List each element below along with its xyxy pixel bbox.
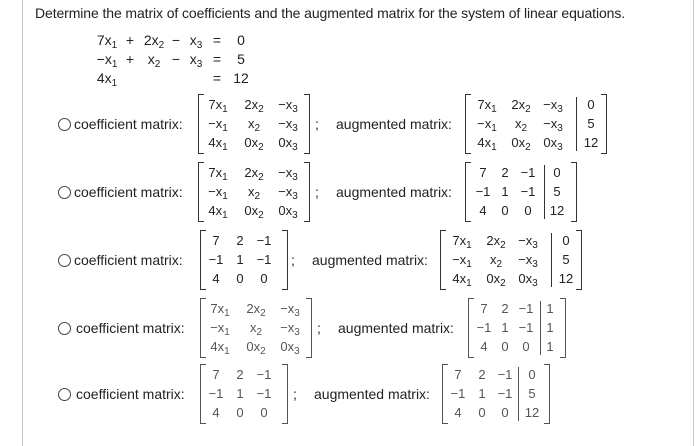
matrix-entry: $0x_3$: [543, 135, 563, 153]
matrix-entry: 0: [562, 233, 570, 248]
matrix-entry: $2x_2$: [246, 301, 266, 319]
matrix-entry: $0x_3$: [518, 271, 538, 289]
right-bracket: [304, 94, 310, 154]
matrix-entry: 5: [528, 386, 536, 401]
augmented-separator-line: [544, 165, 545, 219]
matrix-entry: $-x_1$: [208, 116, 228, 134]
matrix-entry: $2x_2$: [486, 233, 506, 251]
equation-term: $4x_1$: [96, 70, 118, 89]
matrix-entry: $-x_3$: [518, 252, 538, 270]
augmented-separator-line: [518, 367, 519, 421]
matrix-entry: 4: [480, 339, 488, 354]
equation-term: −: [171, 51, 181, 67]
equation-term: =: [212, 70, 222, 86]
matrix-entry: 0: [501, 339, 509, 354]
semicolon-separator: ;: [293, 386, 297, 402]
matrix-entry: $7x_1$: [210, 301, 230, 319]
matrix-entry: $2x_2$: [244, 165, 264, 183]
answer-option-b[interactable]: [0, 162, 700, 222]
matrix-entry: −1: [497, 367, 513, 382]
augmented-matrix: [468, 298, 566, 358]
matrix-entry: −1: [475, 184, 491, 199]
matrix-entry: 4: [454, 405, 462, 420]
matrix-entry: 12: [549, 203, 565, 218]
augmented-matrix-label: augmented matrix:: [314, 386, 430, 402]
matrix-entry: $0x_2$: [486, 271, 506, 289]
augmented-matrix: [442, 364, 550, 424]
matrix-entry: −1: [518, 320, 534, 335]
equation-term: =: [212, 51, 222, 67]
radio-button[interactable]: [58, 322, 71, 335]
radio-button[interactable]: [58, 186, 71, 199]
matrix-entry: 0: [522, 339, 530, 354]
equation-term: $x_2$: [147, 51, 161, 70]
equation-term: +: [125, 32, 135, 48]
answer-option-d[interactable]: [0, 298, 700, 358]
matrix-entry: $2x_2$: [244, 97, 264, 115]
matrix-entry: 0: [587, 97, 595, 112]
matrix-entry: $0x_2$: [246, 339, 266, 357]
question-prompt: Determine the matrix of coefficients and the augmented matrix for the system of linear equations.: [35, 5, 626, 21]
equation-term: −: [171, 32, 181, 48]
equation-term: $7x_1$: [96, 32, 118, 51]
matrix-entry: 0: [236, 271, 244, 286]
matrix-entry: 5: [587, 116, 595, 131]
matrix-entry: $0x_3$: [278, 203, 298, 221]
equation-term: $x_3$: [189, 32, 203, 51]
matrix-entry: 2: [478, 367, 486, 382]
matrix-entry: 12: [558, 271, 574, 286]
left-bracket: [440, 230, 446, 290]
coefficient-matrix-label: coefficient matrix:: [74, 116, 183, 132]
right-bracket: [304, 162, 310, 222]
equation-term: $-x_1$: [96, 51, 118, 70]
coefficient-matrix-label: coefficient matrix:: [74, 184, 183, 200]
equation-term: $2x_2$: [143, 32, 165, 51]
matrix-entry: 1: [478, 386, 486, 401]
matrix-entry: $7x_1$: [208, 97, 228, 115]
matrix-entry: −1: [476, 320, 492, 335]
equation-term: 12: [233, 70, 249, 86]
matrix-entry: $0x_2$: [511, 135, 531, 153]
equation-term: 0: [237, 32, 245, 48]
coefficient-matrix: [198, 162, 310, 222]
matrix-entry: 1: [546, 320, 554, 335]
augmented-matrix: [465, 162, 577, 222]
matrix-entry: 7: [212, 367, 220, 382]
matrix-entry: 1: [546, 339, 554, 354]
matrix-entry: 1: [236, 386, 244, 401]
matrix-entry: $4x_1$: [210, 339, 230, 357]
matrix-entry: 2: [236, 233, 244, 248]
matrix-entry: 0: [260, 271, 268, 286]
answer-option-e[interactable]: [0, 364, 700, 424]
matrix-entry: $-x_3$: [280, 301, 300, 319]
right-bracket: [306, 298, 312, 358]
right-bracket: [282, 230, 288, 290]
matrix-entry: $-x_1$: [477, 116, 497, 134]
matrix-entry: −1: [450, 386, 466, 401]
matrix-entry: $4x_1$: [208, 203, 228, 221]
semicolon-separator: ;: [291, 252, 295, 268]
equation-term: $x_3$: [189, 51, 203, 70]
radio-button[interactable]: [58, 118, 71, 131]
augmented-separator-line: [551, 233, 552, 287]
matrix-entry: −1: [497, 386, 513, 401]
equation-term: =: [212, 32, 222, 48]
coefficient-matrix: [200, 364, 288, 424]
matrix-entry: 0: [236, 405, 244, 420]
matrix-entry: 2: [236, 367, 244, 382]
coefficient-matrix-label: coefficient matrix:: [74, 252, 183, 268]
matrix-entry: 0: [553, 165, 561, 180]
matrix-entry: 1: [546, 301, 554, 316]
matrix-entry: 0: [501, 405, 509, 420]
matrix-entry: 12: [583, 135, 599, 150]
matrix-entry: 0: [501, 203, 509, 218]
augmented-matrix-label: augmented matrix:: [336, 116, 452, 132]
matrix-entry: $0x_3$: [278, 135, 298, 153]
matrix-entry: 0: [260, 405, 268, 420]
coefficient-matrix-label: coefficient matrix:: [76, 386, 185, 402]
matrix-entry: $4x_1$: [452, 271, 472, 289]
matrix-entry: $x_2$: [249, 320, 263, 338]
augmented-separator-line: [576, 97, 577, 151]
matrix-entry: $-x_1$: [208, 184, 228, 202]
matrix-entry: −1: [256, 386, 272, 401]
answer-option-a[interactable]: [0, 94, 700, 154]
right-bracket: [571, 162, 577, 222]
matrix-entry: −1: [256, 367, 272, 382]
matrix-entry: $-x_3$: [278, 116, 298, 134]
radio-button[interactable]: [58, 254, 71, 267]
matrix-entry: $-x_3$: [280, 320, 300, 338]
matrix-entry: 7: [454, 367, 462, 382]
matrix-entry: −1: [520, 184, 536, 199]
augmented-matrix-label: augmented matrix:: [338, 320, 454, 336]
right-bracket: [282, 364, 288, 424]
matrix-entry: $-x_3$: [278, 165, 298, 183]
matrix-entry: $7x_1$: [477, 97, 497, 115]
matrix-entry: 1: [236, 252, 244, 267]
matrix-entry: $x_2$: [489, 252, 503, 270]
semicolon-separator: ;: [315, 184, 319, 200]
matrix-entry: 2: [501, 301, 509, 316]
matrix-entry: −1: [256, 233, 272, 248]
matrix-entry: 4: [479, 203, 487, 218]
augmented-matrix: [465, 94, 607, 154]
augmented-matrix-label: augmented matrix:: [336, 184, 452, 200]
matrix-entry: $-x_1$: [210, 320, 230, 338]
matrix-entry: $7x_1$: [452, 233, 472, 251]
augmented-matrix: [440, 230, 582, 290]
matrix-entry: 1: [501, 320, 509, 335]
augmented-matrix-label: augmented matrix:: [312, 252, 428, 268]
matrix-entry: 0: [524, 203, 532, 218]
matrix-entry: 5: [562, 252, 570, 267]
equation-term: +: [125, 51, 135, 67]
semicolon-separator: ;: [315, 116, 319, 132]
matrix-entry: $0x_2$: [244, 135, 264, 153]
matrix-entry: 2: [501, 165, 509, 180]
matrix-entry: −1: [256, 252, 272, 267]
matrix-entry: $x_2$: [247, 116, 261, 134]
matrix-entry: 4: [212, 271, 220, 286]
matrix-entry: $7x_1$: [208, 165, 228, 183]
matrix-entry: $0x_2$: [244, 203, 264, 221]
matrix-entry: 1: [501, 184, 509, 199]
matrix-entry: −1: [518, 301, 534, 316]
augmented-separator-line: [540, 301, 541, 355]
radio-button[interactable]: [58, 388, 71, 401]
matrix-entry: 4: [212, 405, 220, 420]
coefficient-matrix-label: coefficient matrix:: [76, 320, 185, 336]
matrix-entry: 5: [553, 184, 561, 199]
answer-option-c[interactable]: [0, 230, 700, 290]
matrix-entry: $4x_1$: [477, 135, 497, 153]
matrix-entry: $-x_3$: [278, 97, 298, 115]
matrix-entry: $-x_1$: [452, 252, 472, 270]
matrix-entry: 7: [212, 233, 220, 248]
matrix-entry: −1: [520, 165, 536, 180]
matrix-entry: 0: [528, 367, 536, 382]
matrix-entry: $x_2$: [514, 116, 528, 134]
matrix-entry: $-x_3$: [543, 97, 563, 115]
matrix-entry: $-x_3$: [518, 233, 538, 251]
semicolon-separator: ;: [317, 320, 321, 336]
coefficient-matrix: [200, 298, 312, 358]
matrix-entry: −1: [208, 386, 224, 401]
matrix-entry: $4x_1$: [208, 135, 228, 153]
matrix-entry: $-x_3$: [278, 184, 298, 202]
coefficient-matrix: [200, 230, 288, 290]
matrix-entry: $2x_2$: [511, 97, 531, 115]
matrix-entry: 12: [524, 405, 540, 420]
equation-term: 5: [237, 51, 245, 67]
matrix-entry: 7: [479, 165, 487, 180]
matrix-entry: $0x_3$: [280, 339, 300, 357]
coefficient-matrix: [198, 94, 310, 154]
matrix-entry: 7: [480, 301, 488, 316]
matrix-entry: 0: [478, 405, 486, 420]
matrix-entry: $-x_3$: [543, 116, 563, 134]
matrix-entry: −1: [208, 252, 224, 267]
left-bracket: [465, 94, 471, 154]
matrix-entry: $x_2$: [247, 184, 261, 202]
